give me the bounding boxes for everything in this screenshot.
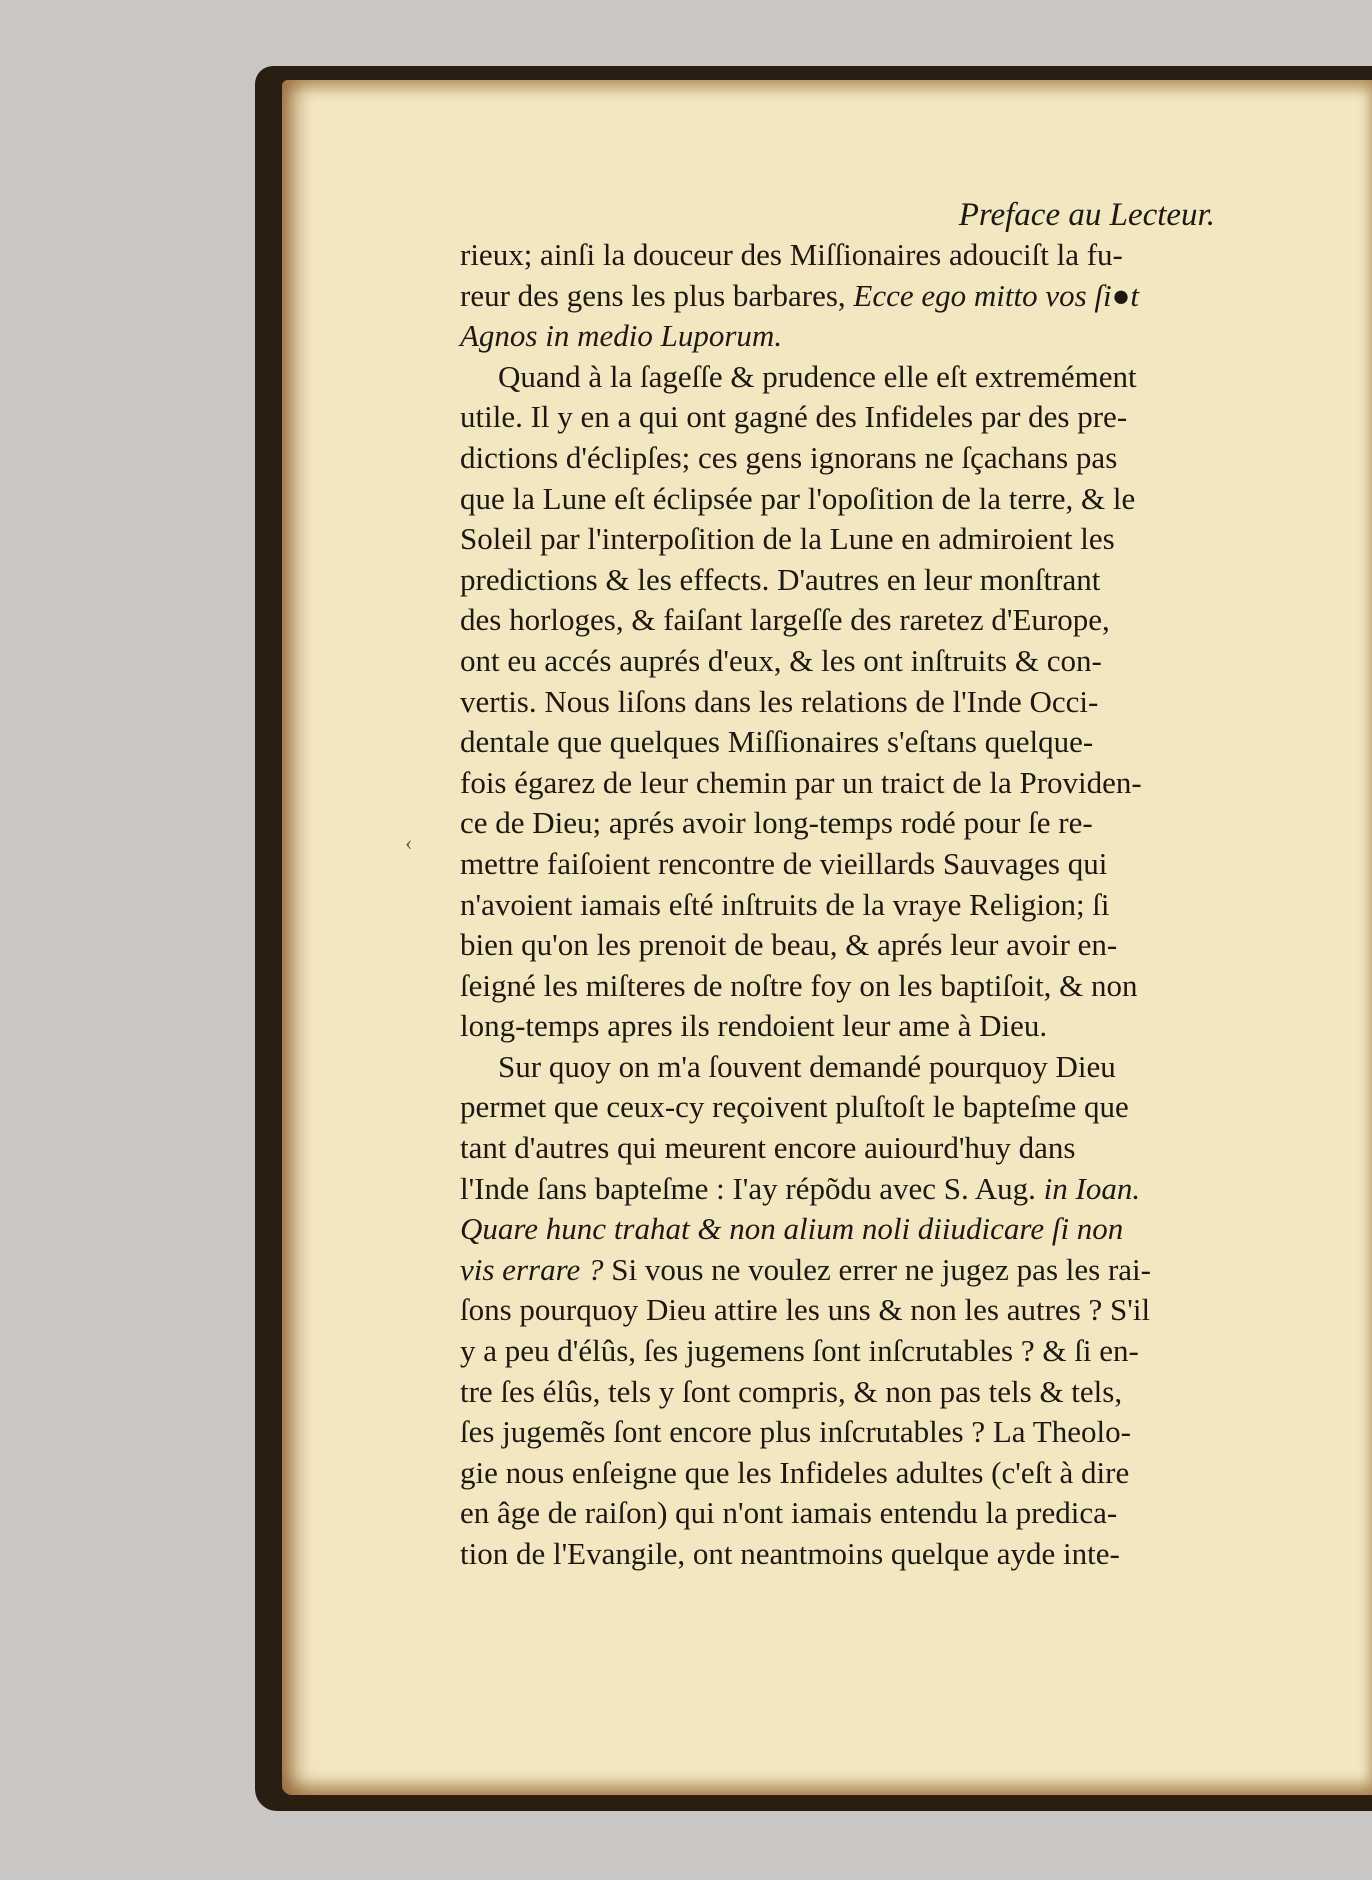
- text-line: [460, 682, 1290, 723]
- line-text: vertis. Nous liſons dans les relations de l'Inde Occi-: [460, 683, 1099, 719]
- line-text: ce de Dieu; aprés avoir long-temps rodé pour ſe re-: [460, 805, 1093, 841]
- line-text: tion de l'Evangile, ont neantmoins quelque ayde inte-: [460, 1536, 1120, 1571]
- margin-mark: ‹: [405, 830, 413, 855]
- paragraph: [460, 1047, 1290, 1575]
- line-text: l'Inde ſans bapteſme : I'ay répõdu avec S. Aug.: [460, 1170, 1044, 1206]
- page-text: [460, 195, 1290, 1575]
- text-line: [460, 763, 1290, 804]
- line-text: y a peu d'élûs, ſes jugemens ſont inſcrutables ? & ſi en-: [460, 1333, 1139, 1369]
- line-text: tre ſes élûs, tels y ſont compris, & non pas tels & tels,: [460, 1373, 1123, 1409]
- line-text: Soleil par l'interpoſition de la Lune en admiroient les: [460, 521, 1115, 557]
- line-text: Quand à la ſageſſe & prudence elle eſt extremément: [498, 358, 1137, 394]
- text-line: [460, 844, 1290, 885]
- italic-latin: Quare hunc trahat & non alium noli diiudicare ſi non: [460, 1211, 1124, 1247]
- text-line: [460, 925, 1290, 966]
- text-line: [460, 641, 1290, 682]
- line-text: gie nous enſeigne que les Infideles adultes (c'eſt à dire: [460, 1454, 1130, 1490]
- text-line: [460, 397, 1290, 438]
- text-line: [460, 1209, 1290, 1250]
- text-line: [460, 276, 1290, 317]
- text-line: [460, 1534, 1290, 1575]
- text-line: [460, 1087, 1290, 1128]
- text-line: [460, 1169, 1290, 1210]
- text-line: [460, 1128, 1290, 1169]
- line-text: long-temps apres ils rendoient leur ame à Dieu.: [460, 1008, 1048, 1044]
- line-text: tant d'autres qui meurent encore auiourd'huy dans: [460, 1130, 1076, 1166]
- text-line: [460, 1412, 1290, 1453]
- line-text: predictions & les effects. D'autres en leur monſtrant: [460, 561, 1101, 597]
- text-line: [460, 235, 1290, 276]
- line-text: dentale que quelques Miſſionaires s'eſtans quelque-: [460, 724, 1094, 760]
- text-line: [460, 600, 1290, 641]
- line-text: fois égarez de leur chemin par un traict de la Providen-: [460, 764, 1142, 800]
- line-text: utile. Il y en a qui ont gagné des Infideles par des pre-: [460, 399, 1128, 435]
- text-line: [460, 519, 1290, 560]
- running-head: Preface au Lecteur.: [958, 197, 1215, 233]
- line-text: n'avoient iamais eſté inſtruits de la vraye Religion; ſi: [460, 886, 1110, 922]
- line-text: ſons pourquoy Dieu attire les uns & non les autres ? S'il: [460, 1292, 1151, 1328]
- text-line: [460, 479, 1290, 520]
- italic-latin: vis errare ?: [460, 1251, 604, 1287]
- italic-latin: Ecce ego mitto vos ſi●t: [853, 277, 1139, 313]
- paragraph: [460, 357, 1290, 1047]
- paragraph: [460, 235, 1290, 357]
- italic-latin: Agnos in medio Luporum.: [460, 318, 783, 354]
- text-line: [460, 722, 1290, 763]
- line-text: en âge de raiſon) qui n'ont iamais entendu la predica-: [460, 1495, 1118, 1531]
- text-line: [460, 1331, 1290, 1372]
- text-line: [460, 316, 1290, 357]
- text-line: [460, 438, 1290, 479]
- text-line: [460, 1006, 1290, 1047]
- line-text: ſes jugemẽs ſont encore plus inſcrutables ? La Theolo-: [460, 1414, 1131, 1450]
- italic-latin: in Ioan.: [1043, 1170, 1141, 1206]
- text-line: [460, 1250, 1290, 1291]
- text-line: [460, 1493, 1290, 1534]
- line-text: Si vous ne voulez errer ne jugez pas les rai-: [603, 1251, 1151, 1287]
- text-line: [460, 803, 1290, 844]
- text-line: [460, 966, 1290, 1007]
- text-line: [460, 885, 1290, 926]
- line-text: bien qu'on les prenoit de beau, & aprés leur avoir en-: [460, 927, 1118, 963]
- text-line: [460, 1372, 1290, 1413]
- line-text: ſeigné les miſteres de noſtre foy on les baptiſoit, & non: [460, 967, 1138, 1003]
- line-text: permet que ceux-cy reçoivent pluſtoſt le bapteſme que: [460, 1089, 1129, 1125]
- text-line: [460, 1453, 1290, 1494]
- text-line: [460, 1047, 1290, 1088]
- line-text: Sur quoy on m'a ſouvent demandé pourquoy Dieu: [498, 1048, 1116, 1084]
- line-text: des horloges, & faiſant largeſſe des raretez d'Europe,: [460, 602, 1110, 638]
- body-text: [460, 235, 1290, 1575]
- line-text: ont eu accés auprés d'eux, & les ont inſtruits & con-: [460, 642, 1102, 678]
- text-line: [460, 1290, 1290, 1331]
- line-text: que la Lune eſt éclipsée par l'opoſition de la terre, & le: [460, 480, 1136, 516]
- line-text: mettre faiſoient rencontre de vieillards Sauvages qui: [460, 845, 1108, 881]
- line-text: rieux; ainſi la douceur des Miſſionaires adouciſt la fu-: [460, 237, 1123, 272]
- text-line: [460, 560, 1290, 601]
- line-text: reur des gens les plus barbares,: [460, 277, 854, 313]
- text-line: [460, 357, 1290, 398]
- line-text: dictions d'éclipſes; ces gens ignorans ne ſçachans pas: [460, 439, 1118, 475]
